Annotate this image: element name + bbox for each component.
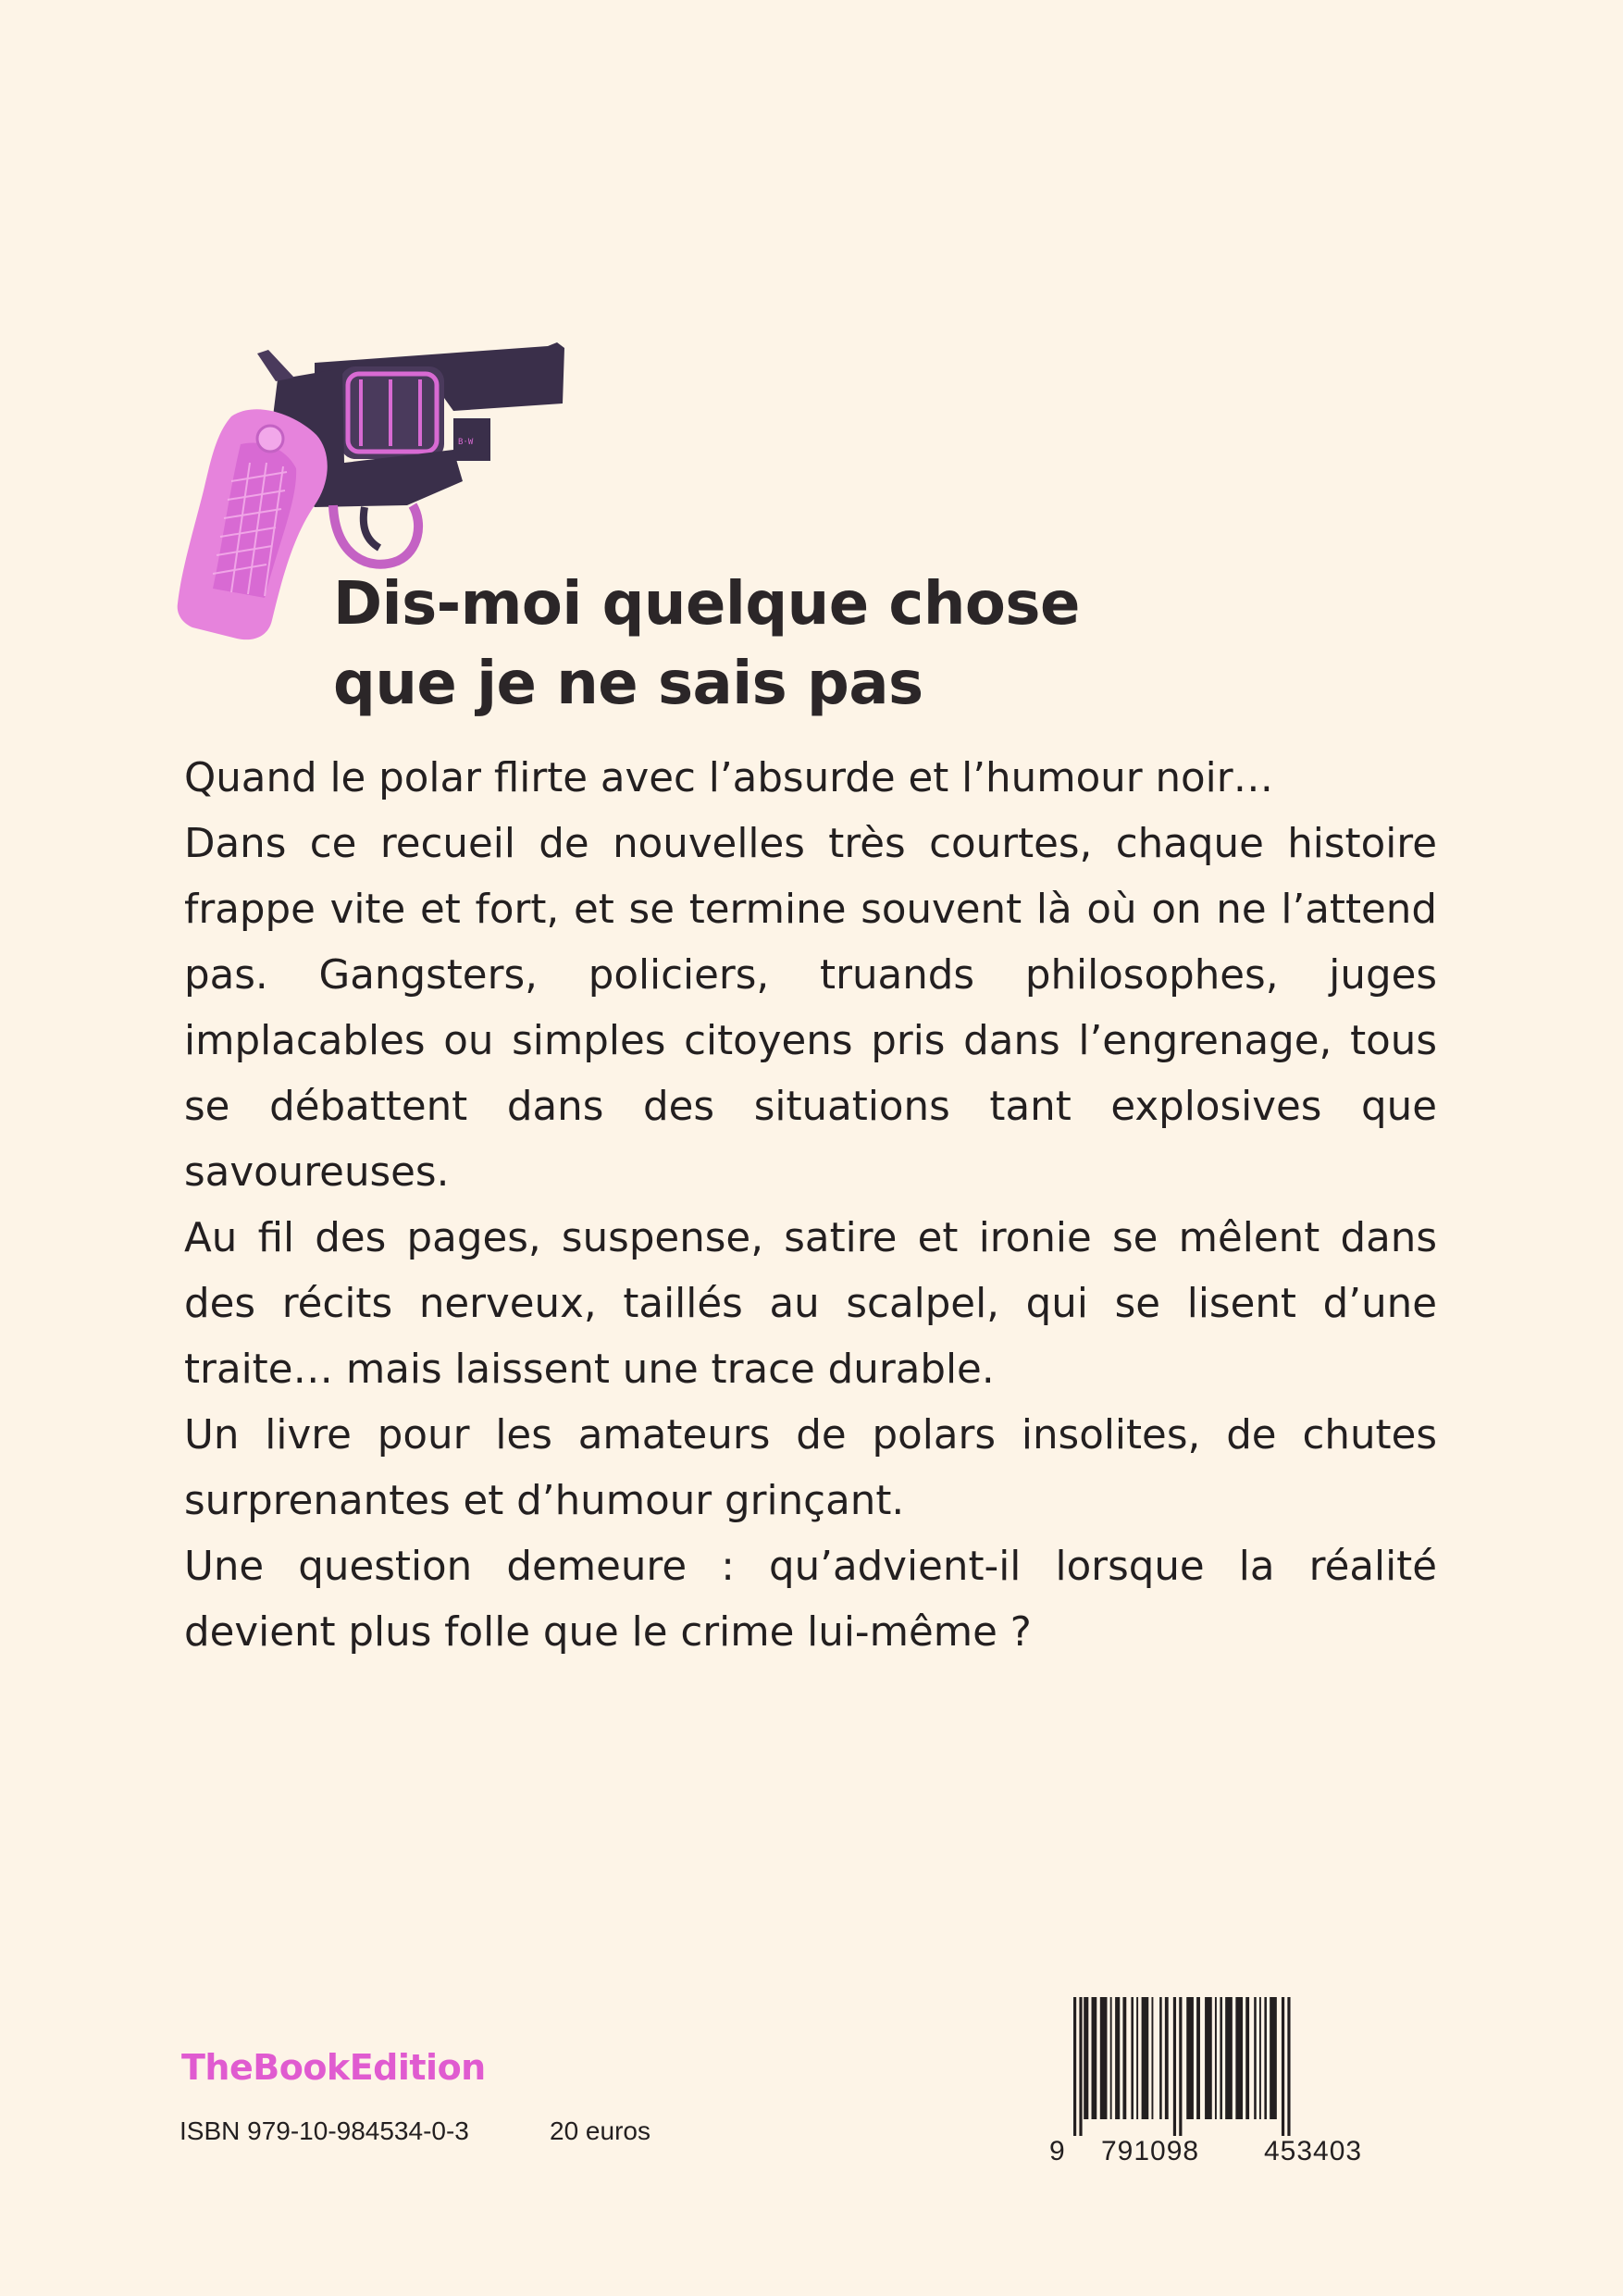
barcode-bar	[1205, 1997, 1212, 2119]
barcode-bar	[1179, 1997, 1182, 2136]
svg-text:B·W: B·W	[458, 438, 474, 447]
barcode-bar	[1110, 1997, 1112, 2119]
barcode-bar	[1084, 1997, 1088, 2119]
barcode-bar	[1225, 1997, 1233, 2119]
book-title	[333, 565, 1258, 724]
barcode-bar	[1196, 1997, 1200, 2119]
barcode-bar	[1287, 1997, 1290, 2136]
book-title-line-2: que je ne sais pas	[333, 650, 923, 718]
barcode-bars	[1073, 1997, 1408, 2136]
barcode-bar	[1115, 1997, 1120, 2119]
barcode-bar	[1259, 1997, 1261, 2119]
barcode-bar	[1165, 1997, 1169, 2119]
barcode-bar	[1136, 1997, 1138, 2119]
barcode-bar	[1073, 1997, 1076, 2136]
barcode-bar	[1254, 1997, 1257, 2119]
barcode-bar	[1282, 1997, 1284, 2136]
barcode	[1046, 1997, 1416, 2173]
barcode-bar	[1151, 1997, 1153, 2119]
barcode-bar	[1235, 1997, 1243, 2119]
barcode-bar	[1220, 1997, 1222, 2119]
blurb-paragraph-4: Un livre pour les amateurs de polars insolites, de chutes surprenantes et d’humour grinçant.	[184, 1412, 1437, 1524]
revolver-trigger-guard	[333, 505, 418, 565]
publisher-name: TheBookEdition	[181, 2047, 486, 2088]
barcode-bar	[1159, 1997, 1162, 2119]
barcode-digit-first: 9	[1049, 2136, 1066, 2166]
barcode-bar	[1264, 1997, 1267, 2119]
barcode-bar	[1173, 1997, 1176, 2136]
isbn-number: ISBN 979-10-984534-0-3	[180, 2116, 469, 2145]
blurb-paragraph-3: Au fil des pages, suspense, satire et ironie se mêlent dans des récits nerveux, taillés au scalpel, qui se lisent d’une traite… mais laissent une trace durable.	[184, 1215, 1437, 1393]
barcode-bar	[1245, 1997, 1249, 2119]
barcode-digits-left: 791098	[1101, 2136, 1200, 2166]
barcode-bar	[1142, 1997, 1149, 2119]
barcode-bar	[1215, 1997, 1217, 2119]
barcode-bar	[1122, 1997, 1126, 2119]
revolver-medallion	[257, 426, 283, 452]
barcode-bar	[1092, 1997, 1097, 2119]
barcode-bar	[1186, 1997, 1194, 2119]
book-title-line-1: Dis-moi quelque chose	[333, 570, 1080, 639]
blurb-paragraph-1: Quand le polar flirte avec l’absurde et l’humour noir…	[184, 755, 1274, 801]
revolver-hammer	[257, 350, 294, 381]
back-cover-blurb	[184, 746, 1437, 1666]
barcode-bar	[1100, 1997, 1108, 2119]
price: 20 euros	[550, 2116, 650, 2145]
blurb-paragraph-5: Une question demeure : qu’advient-il lorsque la réalité devient plus folle que le crime lui-même ?	[184, 1544, 1437, 1656]
barcode-digits-right: 453403	[1264, 2136, 1363, 2166]
barcode-bar	[1131, 1997, 1134, 2119]
barcode-bar	[1270, 1997, 1277, 2119]
blurb-paragraph-2: Dans ce recueil de nouvelles très courtes, chaque histoire frappe vite et fort, et se termine souvent là où on ne l’attend pas. Gangsters, policiers, truands philosophes, juges implacables ou simples citoyens pris dans l’engrenage, tous se débattent dans des situations tant explosives que savoureuses.	[184, 821, 1437, 1196]
barcode-bar	[1079, 1997, 1082, 2136]
